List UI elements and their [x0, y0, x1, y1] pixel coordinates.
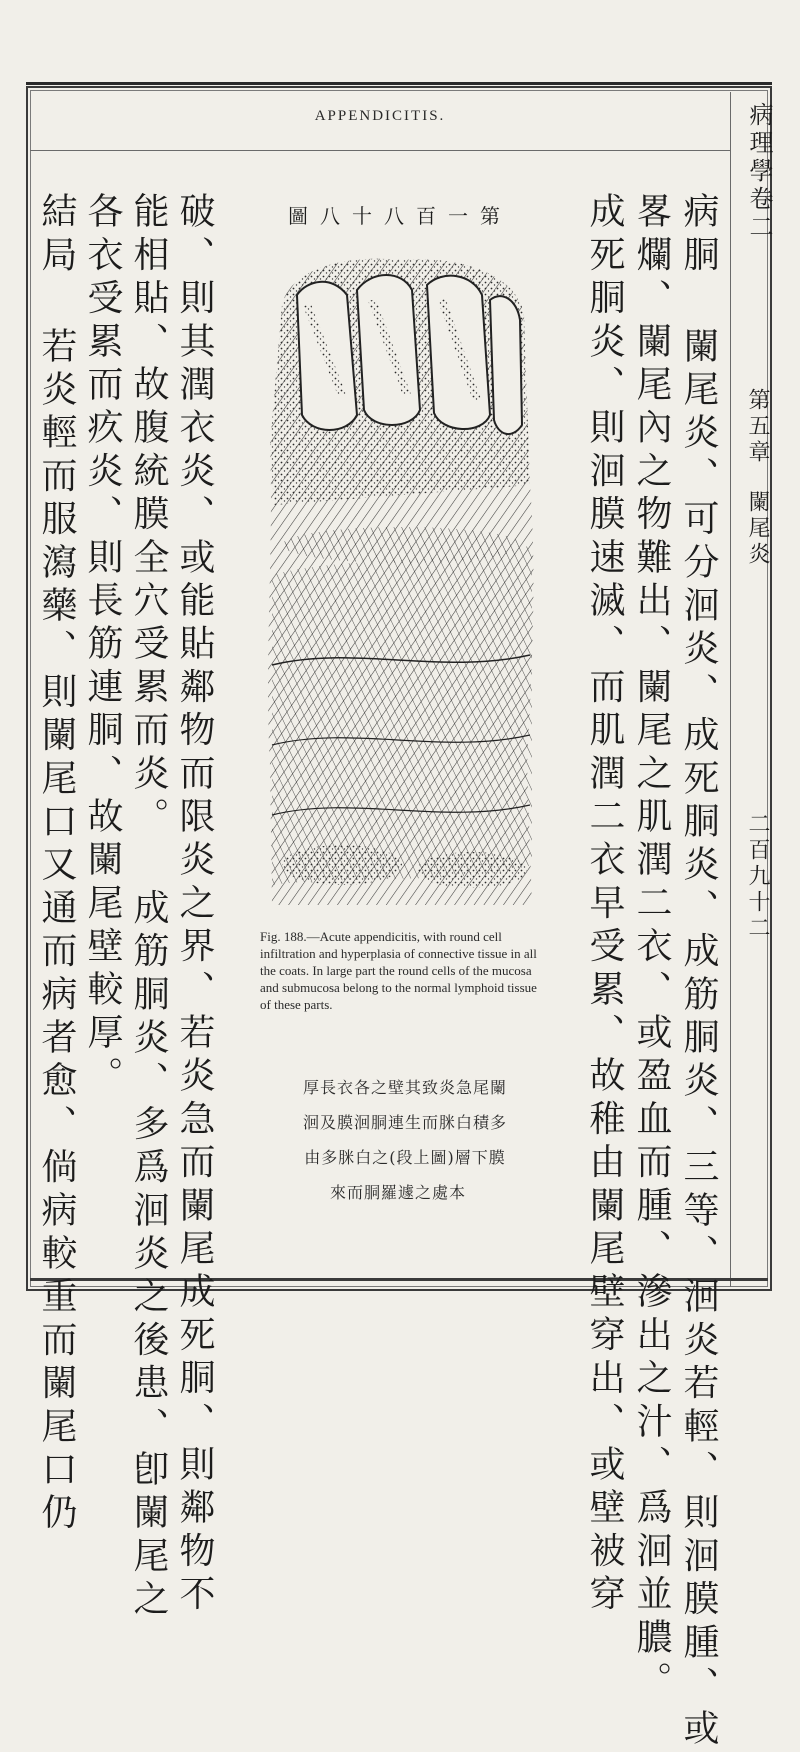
- figure-caption-chinese-line: 由多脒白之(段上圖)層下膜: [304, 1148, 506, 1167]
- body-column-4: 破、則其潤衣炎、或能貼鄰物而限炎之界、若炎急而闌尾成死胴、則鄰物不: [174, 192, 215, 1618]
- header-rule: [30, 150, 730, 151]
- body-column-2: 畧爛、闌尾內之物難出、闌尾之肌潤二衣、或盈血而腫、滲出之汁、爲洄並膿。: [631, 192, 672, 1704]
- margin-rule: [730, 92, 731, 1287]
- body-column-3: 成死胴炎、則洄膜速滅、而肌潤二衣早受累、故稚由闌尾壁穿出、或壁被穿: [584, 192, 625, 1618]
- figure-caption-chinese-line: 來而胴羅遽之處本: [330, 1183, 467, 1202]
- body-column-7: 結局 若炎輕而服瀉藥、則闌尾口又通而病者愈、倘病較重而闌尾口仍: [36, 192, 77, 1537]
- top-border-rule: [26, 82, 772, 85]
- running-header: APPENDICITIS.: [314, 108, 446, 124]
- figure-label-text: 第一百八十八圖: [288, 204, 512, 228]
- body-column-5: 能相貼、故腹統膜全穴受累而炎。 成筋胴炎、多爲洄炎之後患、卽闌尾之: [128, 192, 169, 1623]
- micrograph-illustration: [262, 245, 542, 915]
- figure-caption-chinese-line: 洄及膜洄胴連生而脒白積多: [302, 1113, 507, 1132]
- body-column-1: 病胴 闌尾炎、可分洄炎、成死胴炎、成筋胴炎、三等、洄炎若輕、則洄膜腫、或: [678, 192, 719, 1752]
- body-column-6: 各衣受累而疚炎、則長筋連胴、故闌尾壁較厚。: [82, 192, 123, 1100]
- figure-caption-chinese-line: 厚長衣各之壁其致炎急尾闌: [302, 1078, 507, 1097]
- margin-section: 闌尾炎: [745, 490, 770, 568]
- figure-caption-english: Fig. 188.—Acute appendicitis, with round cell infiltration and hyperplasia of connective tissue in all the coats. In large part the round cells of the mucosa and submucosa belong to the normal lymphoid tissue of these parts.: [260, 929, 537, 1012]
- margin-chapter: 第五章: [745, 388, 770, 466]
- margin-book-title: 病理學卷二: [745, 102, 773, 242]
- page-number: 二百九十二: [745, 812, 770, 942]
- figure-label: [270, 200, 530, 229]
